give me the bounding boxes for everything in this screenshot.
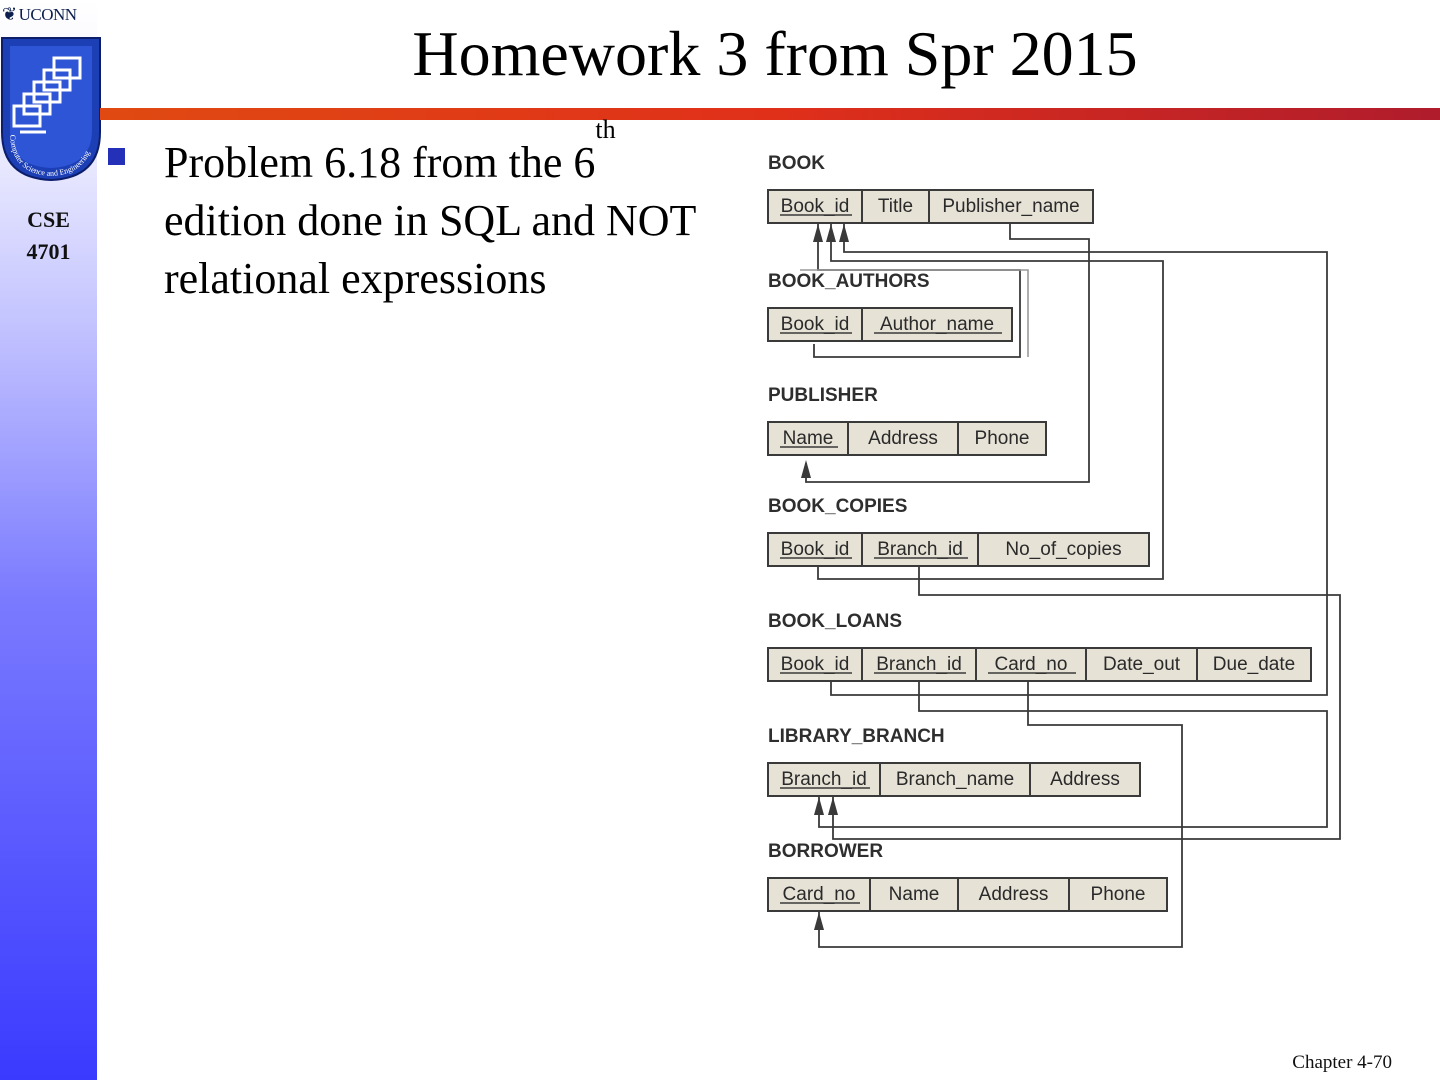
slide-title: Homework 3 from Spr 2015 xyxy=(412,18,1138,89)
relation-book-authors xyxy=(768,271,1012,341)
arrowhead-icon xyxy=(826,224,836,242)
uconn-wordmark xyxy=(2,4,77,28)
relation-name: BOOK_AUTHORS xyxy=(768,271,930,292)
svg-text:Computer Science and Engineeri: Computer Science and Engineering xyxy=(8,134,92,179)
attribute-phone: Phone xyxy=(1090,884,1146,905)
attribute-book-id: Book_id xyxy=(780,314,850,335)
relation-name: BOOK_COPIES xyxy=(768,496,908,517)
relation-publisher xyxy=(768,385,1046,455)
relation-book-copies xyxy=(768,496,1149,566)
attribute-due-date: Due_date xyxy=(1212,654,1296,675)
bullet-text xyxy=(164,115,724,308)
arrowhead-icon xyxy=(801,460,811,478)
arrowhead-icon xyxy=(814,797,824,815)
course-code-line1: CSE xyxy=(27,207,70,232)
course-code-line2: 4701 xyxy=(26,239,71,264)
oak-leaf-icon: ❦ xyxy=(2,4,17,24)
arrowhead-icon xyxy=(814,912,824,930)
bullet-text-main: Problem 6.18 from the 6 xyxy=(164,138,596,187)
attribute-author-name: Author_name xyxy=(879,314,995,335)
attribute-book-id: Book_id xyxy=(780,539,850,560)
attribute-name: Name xyxy=(782,428,834,449)
relation-book-loans xyxy=(768,611,1311,681)
bullet-square-icon xyxy=(108,148,125,165)
course-code xyxy=(0,204,97,268)
relational-schema-diagram xyxy=(760,150,1360,960)
relation-name: BOOK_LOANS xyxy=(768,611,903,632)
relation-name: BORROWER xyxy=(768,841,884,862)
relation-name: LIBRARY_BRANCH xyxy=(768,726,945,747)
attribute-card-no: Card_no xyxy=(782,884,856,905)
attribute-address: Address xyxy=(1050,769,1120,790)
sidebar xyxy=(0,0,97,1080)
attribute-branch-id: Branch_id xyxy=(781,769,867,790)
relation-name: BOOK xyxy=(768,153,825,174)
foreign-key-connector xyxy=(833,565,1340,839)
arrowhead-icon xyxy=(813,224,823,242)
arrowhead-icon xyxy=(828,797,838,815)
relation-tables xyxy=(768,153,1311,911)
attribute-card-no: Card_no xyxy=(994,654,1068,675)
foreign-key-connector xyxy=(819,680,1327,827)
foreign-key-connector xyxy=(831,224,1327,695)
bullet-text-rest: edition done in SQL and NOT relational expressions xyxy=(164,196,696,303)
bullet-text-superscript: th xyxy=(595,115,616,144)
arrowhead-icon xyxy=(839,224,849,242)
attribute-book-id: Book_id xyxy=(780,654,850,675)
attribute-address: Address xyxy=(978,884,1049,905)
relation-borrower xyxy=(768,841,1167,911)
attribute-address: Address xyxy=(868,428,938,449)
uconn-wordmark-text: UCONN xyxy=(18,5,77,24)
title-divider xyxy=(100,108,1440,120)
page-number: Chapter 4-70 xyxy=(1292,1052,1392,1073)
attribute-no-of-copies: No_of_copies xyxy=(1005,539,1122,560)
attribute-branch-name: Branch_name xyxy=(895,769,1015,790)
relation-book xyxy=(768,153,1093,223)
relation-name: PUBLISHER xyxy=(768,385,878,406)
attribute-branch-id: Branch_id xyxy=(876,654,962,675)
attribute-branch-id: Branch_id xyxy=(877,539,963,560)
attribute-book-id: Book_id xyxy=(780,196,850,217)
attribute-title: Title xyxy=(877,196,914,217)
relation-library-branch xyxy=(768,726,1140,796)
attribute-name: Name xyxy=(888,884,940,905)
attribute-publisher-name: Publisher_name xyxy=(942,196,1080,217)
attribute-phone: Phone xyxy=(974,428,1030,449)
department-logo xyxy=(0,36,102,182)
attribute-date-out: Date_out xyxy=(1102,654,1181,675)
